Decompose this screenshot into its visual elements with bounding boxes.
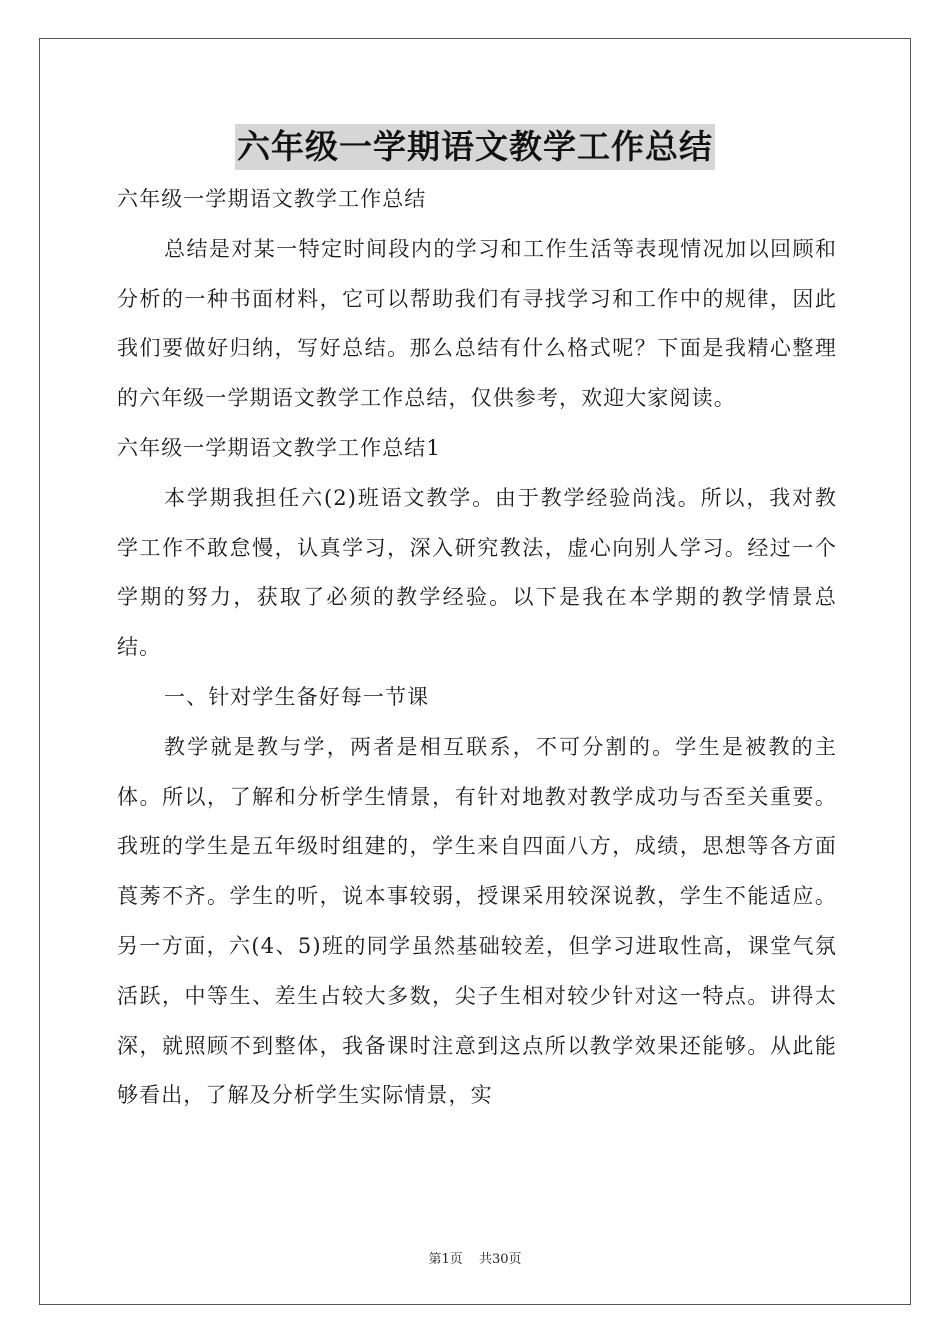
page-total: 共30页 bbox=[478, 1252, 522, 1267]
document-body bbox=[117, 175, 837, 1121]
paragraph-body: 教学就是教与学，两者是相互联系，不可分割的。学生是被教的主体。所以，了解和分析学生情景，有针对地教对教学成功与否至关重要。我班的学生是五年级时组建的，学生来自四面八方，成绩，思想等各方面莨莠不齐。学生的听，说本事较弱，授课采用较深说教，学生不能适应。另一方面，六(4、5)班的同学虽然基础较差，但学习进取性高，课堂气氛活跃，中等生、差生占较大多数，尖子生相对较少针对这一特点。讲得太深，就照顾不到整体，我备课时注意到这点所以教学效果还能够。从此能够看出，了解及分析学生实际情景，实 bbox=[117, 734, 837, 1108]
paragraph-intro: 总结是对某一特定时间段内的学习和工作生活等表现情况加以回顾和分析的一种书面材料，它可以帮助我们有寻找学习和工作中的规律，因此我们要做好归纳，写好总结。那么总结有什么格式呢？下面是我精心整理的六年级一学期语文教学工作总结，仅供参考，欢迎大家阅读。 bbox=[117, 236, 837, 411]
page-footer bbox=[0, 1248, 950, 1267]
title-container bbox=[0, 124, 950, 170]
paragraph-body: 本学期我担任六(2)班语文教学。由于教学经验尚浅。所以，我对教学工作不敢怠慢，认真学习，深入研究教法，虚心向别人学习。经过一个学期的努力，获取了必须的教学经验。以下是我在本学期的教学情景总结。 bbox=[117, 485, 837, 660]
paragraph-subheading: 一、针对学生备好每一节课 bbox=[164, 684, 430, 709]
paragraph-subtitle: 六年级一学期语文教学工作总结 bbox=[117, 187, 427, 211]
document-title: 六年级一学期语文教学工作总结 bbox=[235, 124, 715, 170]
paragraph-section-heading: 六年级一学期语文教学工作总结1 bbox=[117, 435, 441, 460]
page-number: 第1页 bbox=[428, 1252, 463, 1267]
